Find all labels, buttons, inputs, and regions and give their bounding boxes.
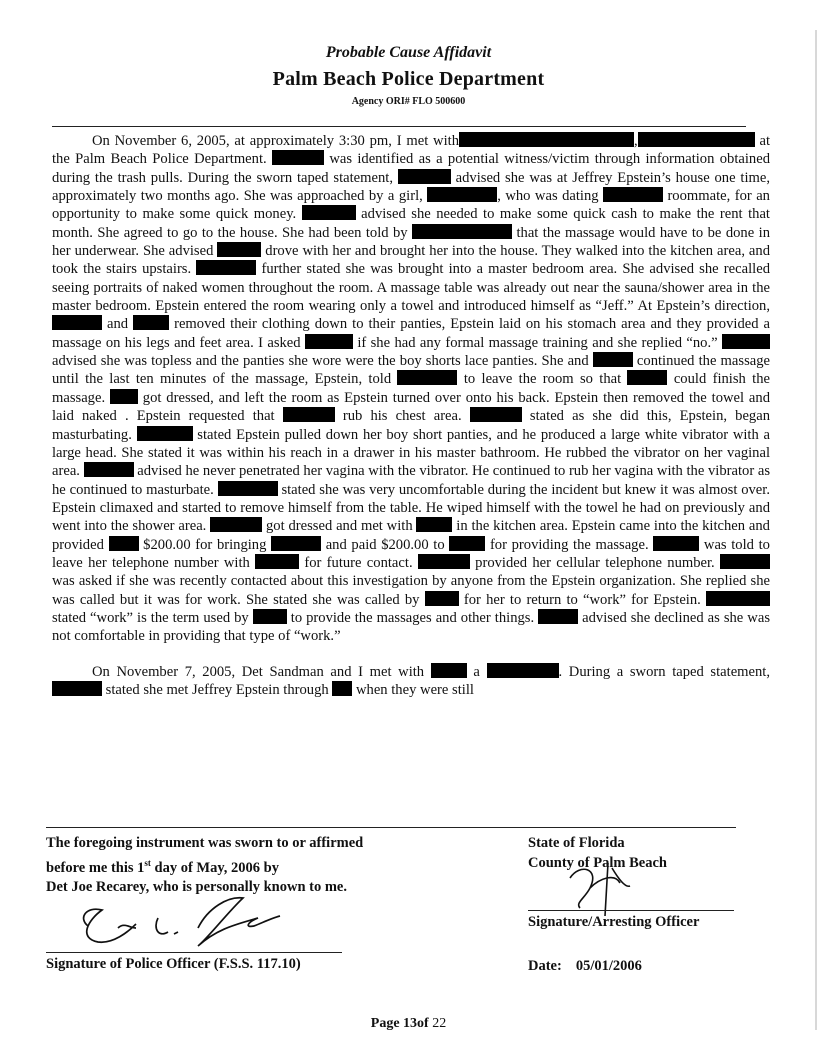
text-segment: advised she needed to make some quick cash to make the rent that month. She agreed to go to the house. She had been told by [52, 206, 770, 241]
text-segment: advised he never penetrated her vagina with the vibrator. He continued to rub her vagina with the vibrator as he continued to masturbate. [52, 463, 771, 498]
redaction-box [397, 370, 457, 385]
text-segment: removed their clothing down to their panties, Epstein laid on his stomach area and they provided a massage on his legs and feet area. I asked [52, 316, 770, 351]
redaction-box [603, 187, 663, 202]
page-current: 13 [403, 1016, 418, 1031]
affidavit-title: Probable Cause Affidavit [325, 44, 492, 61]
text-segment: to leave the room so that [457, 371, 628, 388]
text-segment: got dressed, and left the room as Epstein turned over onto his back. Epstein then removed the towel and laid naked . Epstein requested that [52, 389, 770, 425]
officer-signature-label: Signature of Police Officer (F.S.S. 117.10) [46, 956, 301, 972]
redaction-box [110, 389, 138, 404]
redaction-box [271, 536, 321, 551]
redaction-box [283, 407, 335, 422]
redaction-box [253, 609, 287, 624]
redaction-box [52, 315, 102, 330]
redaction-box [272, 150, 324, 165]
redaction-box [627, 370, 667, 385]
text-segment: . During a sworn taped statement, [558, 663, 771, 680]
paragraph-2 [52, 663, 770, 700]
arresting-officer-signature [560, 858, 640, 918]
oath-line-2: before me this 1st day of May, 2006 by [46, 857, 279, 876]
redaction-box [332, 681, 352, 696]
date-row [528, 958, 656, 975]
text-segment: provided her cellular telephone number. [469, 554, 720, 571]
redaction-box [459, 132, 634, 147]
page-total: 22 [432, 1016, 447, 1031]
redaction-box [52, 681, 102, 696]
text-segment: was identified as a potential witness/victim through information obtained during the trash pulls. During the sworn taped statement, [52, 151, 770, 186]
text-segment: a [466, 663, 487, 680]
text-segment: was asked if she was recently contacted about this investigation by anyone from the Epstein organization. She replied she was called but it was for work. She stated she was called by [52, 573, 770, 608]
text-segment: if she had any formal massage training and she replied “no.” [352, 334, 722, 351]
text-segment: , who was dating [497, 188, 603, 205]
paragraph-1 [52, 132, 770, 646]
text-segment: drove with her and brought her into the house. They walked into the kitchen area, and took the stairs upstairs. [52, 243, 770, 278]
text-segment: stated she was very uncomfortable during the incident but knew it was almost over. Epstein climaxed and started to remove himself from the table. He wiped himself with the towel he had on previously and went into the shower area. [52, 481, 770, 535]
redaction-box [196, 260, 256, 275]
redaction-box [720, 554, 770, 569]
text-segment: could finish the massage. [52, 371, 770, 406]
redaction-box [412, 224, 512, 239]
text-segment: was told to leave her telephone number with [52, 536, 770, 571]
text-segment: and [102, 316, 134, 333]
redaction-box [137, 426, 193, 441]
redaction-box [418, 554, 470, 569]
redaction-box [431, 663, 467, 678]
redaction-box [398, 169, 451, 184]
text-segment: $200.00 for bringing [138, 536, 272, 553]
redaction-box [255, 554, 299, 569]
text-segment: advised she was topless and the panties she wore were the boy shorts lace panties. She and [52, 353, 593, 370]
text-segment: stated Epstein pulled down her boy short panties, and he produced a large white vibrator with a large head. She stated it was within his reach in a drawer in his master bathroom. He rubbed the vibrator on her vaginal area. [52, 426, 770, 480]
redaction-box [305, 334, 353, 349]
text-segment: continued the massage until the last ten minutes of the massage, Epstein, told [52, 353, 770, 388]
agency-ori: Agency ORI# FLO 500600 [351, 96, 466, 107]
text-segment: roommate, for an opportunity to make some quick money. [52, 188, 770, 223]
police-officer-signature [58, 888, 288, 952]
redaction-box [593, 352, 633, 367]
header-rule [52, 126, 746, 127]
redaction-box [722, 334, 770, 349]
redaction-box [427, 187, 497, 202]
text-segment: , [634, 133, 638, 149]
text-segment: On November 7, 2005, Det Sandman and I met with [92, 663, 431, 680]
redaction-box [638, 132, 755, 147]
redaction-box [487, 663, 531, 678]
affidavit-body [52, 132, 770, 699]
text-segment: for future contact. [299, 554, 418, 571]
text-segment: to provide the massages and other things. [286, 609, 539, 626]
text-segment: On November 6, 2005, at approximately 3:30 pm, I met with [92, 133, 460, 149]
redaction-box [449, 536, 485, 551]
text-segment: that the massage would have to be done in her underwear. She advised [52, 224, 770, 260]
text-segment: for providing the massage. [485, 536, 654, 553]
text-segment: advised she declined as she was not comfortable in providing that type of “work.” [52, 609, 770, 645]
date-label: Date: [528, 958, 562, 974]
text-segment: stated “work” is the term used by [52, 609, 253, 626]
redaction-box [470, 407, 522, 422]
footer-rule [46, 827, 736, 828]
redaction-box [84, 462, 134, 477]
redaction-box [653, 536, 699, 551]
county-label: County of Palm Beach [528, 854, 667, 871]
redaction-box [217, 242, 261, 257]
text-segment: stated as she did this, Epstein, began masturbating. [52, 408, 771, 443]
page-label: Page [370, 1016, 400, 1031]
text-segment: when they were still [352, 681, 474, 698]
arresting-officer-label: Signature/Arresting Officer [528, 914, 700, 930]
redaction-box [416, 517, 452, 532]
text-segment: further stated she was brought into a master bedroom area. She advised she recalled seeing portraits of naked women throughout the room. A massage table was already out near the sauna/shower area in the master bedroom. Epstein entered the room wearing only a towel and introduced himself as “Jeff.” At Epstein’s direction, [52, 261, 770, 315]
text-segment: got dressed and met with [262, 518, 417, 535]
page-number [0, 1016, 817, 1032]
redaction-box [210, 517, 262, 532]
text-segment: and paid $200.00 to [321, 536, 450, 553]
oath-line-3: Det Joe Recarey, who is personally known to me. [46, 878, 347, 895]
page-of: of [417, 1016, 429, 1031]
redaction-box [706, 591, 770, 606]
arresting-signature-line [528, 910, 734, 911]
text-segment: rub his chest area. [334, 408, 470, 425]
oath-line-1: The foregoing instrument was sworn to or affirmed [46, 835, 364, 851]
redaction-box [218, 481, 278, 496]
redaction-box [531, 663, 559, 678]
text-segment: for her to return to “work” for Epstein. [458, 591, 706, 608]
text-segment: at the Palm Beach Police Department. [52, 133, 771, 168]
date-value: 05/01/2006 [575, 958, 642, 974]
redaction-box [302, 205, 356, 220]
redaction-box [133, 315, 169, 330]
redaction-box [538, 609, 578, 624]
text-segment: in the kitchen area. Epstein came into the kitchen and provided [52, 518, 770, 553]
text-segment: advised she was at Jeffrey Epstein’s house one time, approximately two months ago. She was approached by a girl, [52, 169, 770, 205]
redaction-box [425, 591, 459, 606]
officer-signature-line [46, 952, 342, 953]
redaction-box [109, 536, 139, 551]
department-name: Palm Beach Police Department [272, 68, 545, 90]
text-segment: stated she met Jeffrey Epstein through [102, 681, 333, 698]
state-label: State of Florida [528, 835, 625, 851]
